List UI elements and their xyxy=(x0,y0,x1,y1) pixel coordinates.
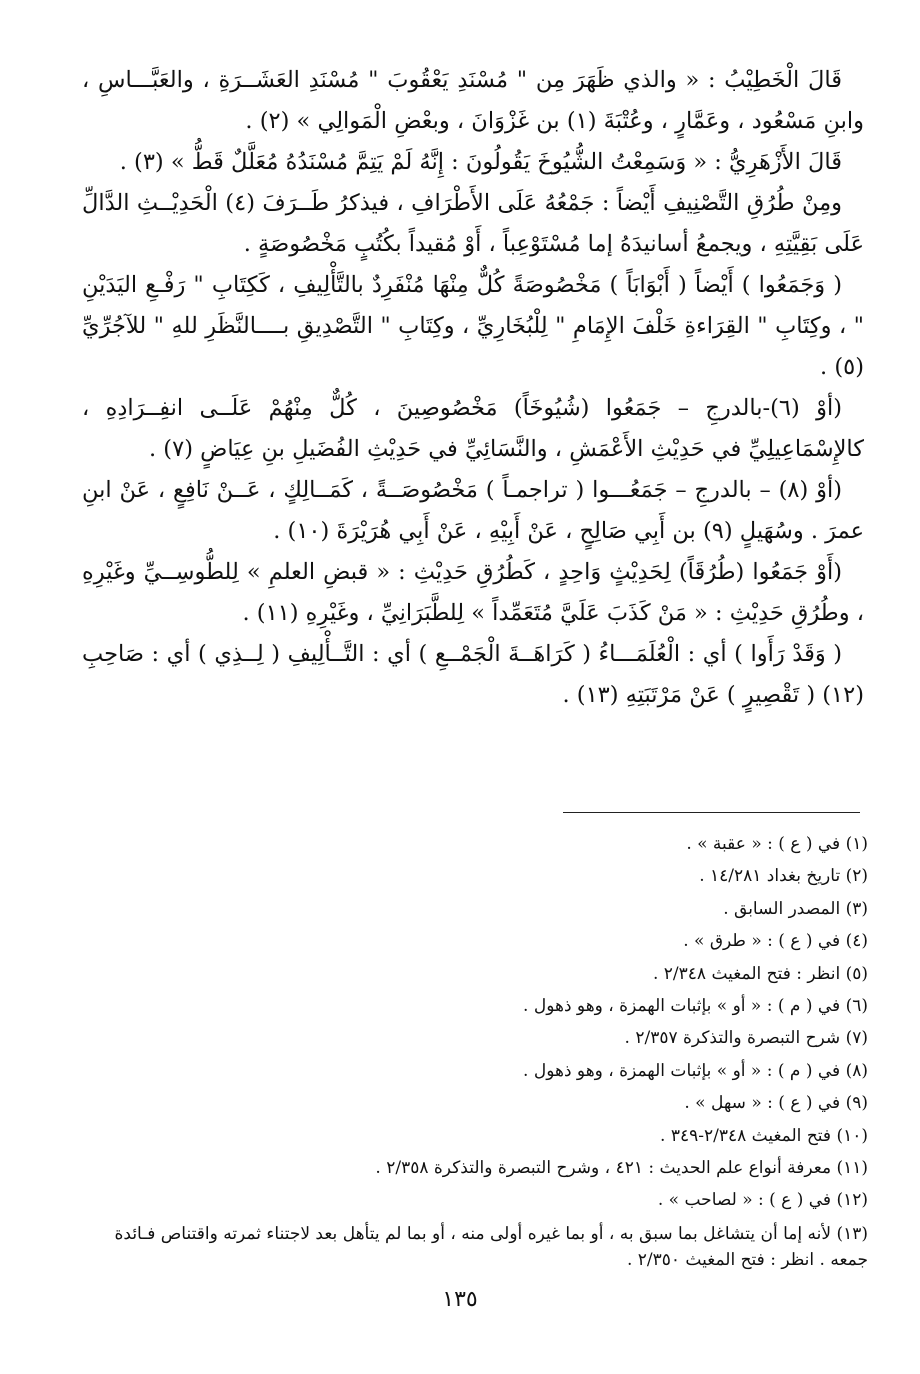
footnote: (١٣) لأنه إما أن يتشاغل بما سبق به ، أو بما غيره أولى منه ، أو بما لم يتأهل بعد لاجتناء ثمرته واقتناص فـائدة جمعه . انظر : فتح المغيث ٢/٣٥٠ . xyxy=(114,1223,868,1270)
paragraph-abwab: ( وَجَمَعُوا ) أَيْضاً ( أَبْوَابَاً ) مَخْصُوصَةً كُلٌّ مِنْهَا مُنْفَرِدٌ بالتَّأْلِيفِ ، كَكِتَابِ " رَفْـعِ اليَدَيْنِ " ، وكِتَابِ " القِرَاءةِ خَلْفَ الإِمَامِ " لِلْبُخَارِيِّ ، وكِتَابِ " التَّصْدِيقِ بــــالنَّظَرِ للهِ " للآجُرِّيِّ (٥) . xyxy=(82,272,864,380)
paragraph-azhari: قَالَ الأَزْهَرِيُّ : « وَسَمِعْتُ الشُّيُوخَ يَقُولُونَ : إِنَّهُ لَمْ يَتِمَّ مُسْنَدُهُ مُعَلَّلٌ قَطُّ » (٣) . xyxy=(119,149,842,175)
footnote: (١) في ( ع ) : « عقبة » . xyxy=(686,834,868,854)
footnote: (١٠) فتح المغيث ٢/٣٤٨-٣٤٩ . xyxy=(660,1125,868,1146)
footnote: (٤) في ( ع ) : « طرق » . xyxy=(683,931,868,952)
paragraph-atraf: ومِنْ طُرُقِ التَّصْنِيفِ أَيْضاً : جَمْعُهُ عَلَى الأَطْرَافِ ، فيذكرُ طَــرَفَ (٤) الْحَدِيْــثِ الدَّالِّ عَلَى بَقِيَّتِهِ ، ويجمعُ أسانيدَهُ إما مُسْتَوْعِباً ، أَوْ مُقيداً بكُتُبٍ مَخْصُوصَةٍ . xyxy=(82,190,864,257)
footnotes xyxy=(92,828,868,1273)
footnote: (١١) معرفة أنواع علم الحديث : ٤٢١ ، وشرح التبصرة والتذكرة ٢/٣٥٨ . xyxy=(375,1158,868,1179)
page-number: ١٣٥ xyxy=(442,1287,478,1312)
footnote: (٧) شرح التبصرة والتذكرة ٢/٣٥٧ . xyxy=(624,1028,868,1049)
paragraph-shuyukh: (أوْ (٦)-بالدرجِ – جَمَعُوا (شُيُوخَاً) مَخْصُوصِينَ ، كُلٌّ مِنْهُمْ عَلَــى انفِــرَادِهِ ، كالإِسْمَاعِيلِيِّ في حَدِيْثِ الأَعْمَشِ ، والنَّسَائِيِّ في حَدِيْثِ الفُضَيلِ بنِ عِيَاضٍ (٧) . xyxy=(82,395,864,462)
footnote: (٦) في ( م ) : « أو » بإثبات الهمزة ، وهو ذهول . xyxy=(523,996,868,1017)
footnote: (٨) في ( م ) : « أو » بإثبات الهمزة ، وهو ذهول . xyxy=(523,1060,868,1081)
footnote: (٣) المصدر السابق . xyxy=(723,898,868,919)
paragraph-turuq: (أَوْ جَمَعُوا (طُرُقَاً) لِحَدِيْثٍ وَاحِدٍ ، كَطُرُقِ حَدِيْثِ : « قبضِ العلمِ » لِلطُّوسِــيِّ وغَيْرِهِ ، وطُرُقِ حَدِيْثِ : « مَنْ كَذَبَ عَلَيَّ مُتَعَمِّداً » لِلطَّبَرَانِيِّ ، وغَيْرِهِ (١١) . xyxy=(82,559,864,626)
footnote: (٥) انظر : فتح المغيث ٢/٣٤٨ . xyxy=(652,963,868,984)
paragraph-khatib: قَالَ الْخَطِيْبُ : « والذي ظَهَرَ مِن " مُسْنَدِ يَعْقُوبَ " مُسْنَدِ العَشَــرَةِ ، والعَبَّـــاسِ ، وابنِ مَسْعُود ، وعَمَّارٍ ، وعُتْبَةَ (١) بن غَزْوَانَ ، وبعْضِ الْمَوالِي » (٢) . xyxy=(82,67,864,134)
paragraph-tarajim: (أوْ (٨) – بالدرجِ – جَمَعُـــوا ( تراجمـاً ) مَخْصُوصَــةً ، كَمَــالِكٍ ، عَــنْ نَافِعٍ ، عَنْ ابنِ عمرَ . وسُهَيلٍ (٩) بن أَبِي صَالِحٍ ، عَنْ أَبِيْهِ ، عَنْ أَبِي هُرَيْرَةَ (١٠) . xyxy=(82,477,864,544)
footnote: (٩) في ( ع ) : « سهل » . xyxy=(684,1093,868,1114)
main-text xyxy=(82,60,864,716)
footnote-divider xyxy=(563,812,860,813)
paragraph-karaha: ( وَقَدْ رَأَوا ) أي : الْعُلَمَـــاءُ ( كَرَاهَــةَ الْجَمْــعِ ) أي : التَّــأْلِيفِ ( لِــذِي ) أي : صَاحِبِ (١٢) ( تَقْصِيرٍ ) عَنْ مَرْتَبَتِهِ (١٣) . xyxy=(82,641,864,708)
footnote: (١٢) في ( ع ) : « لصاحب » . xyxy=(657,1190,868,1211)
footnote: (٢) تاريخ بغداد ١٤/٢٨١ . xyxy=(699,866,868,887)
